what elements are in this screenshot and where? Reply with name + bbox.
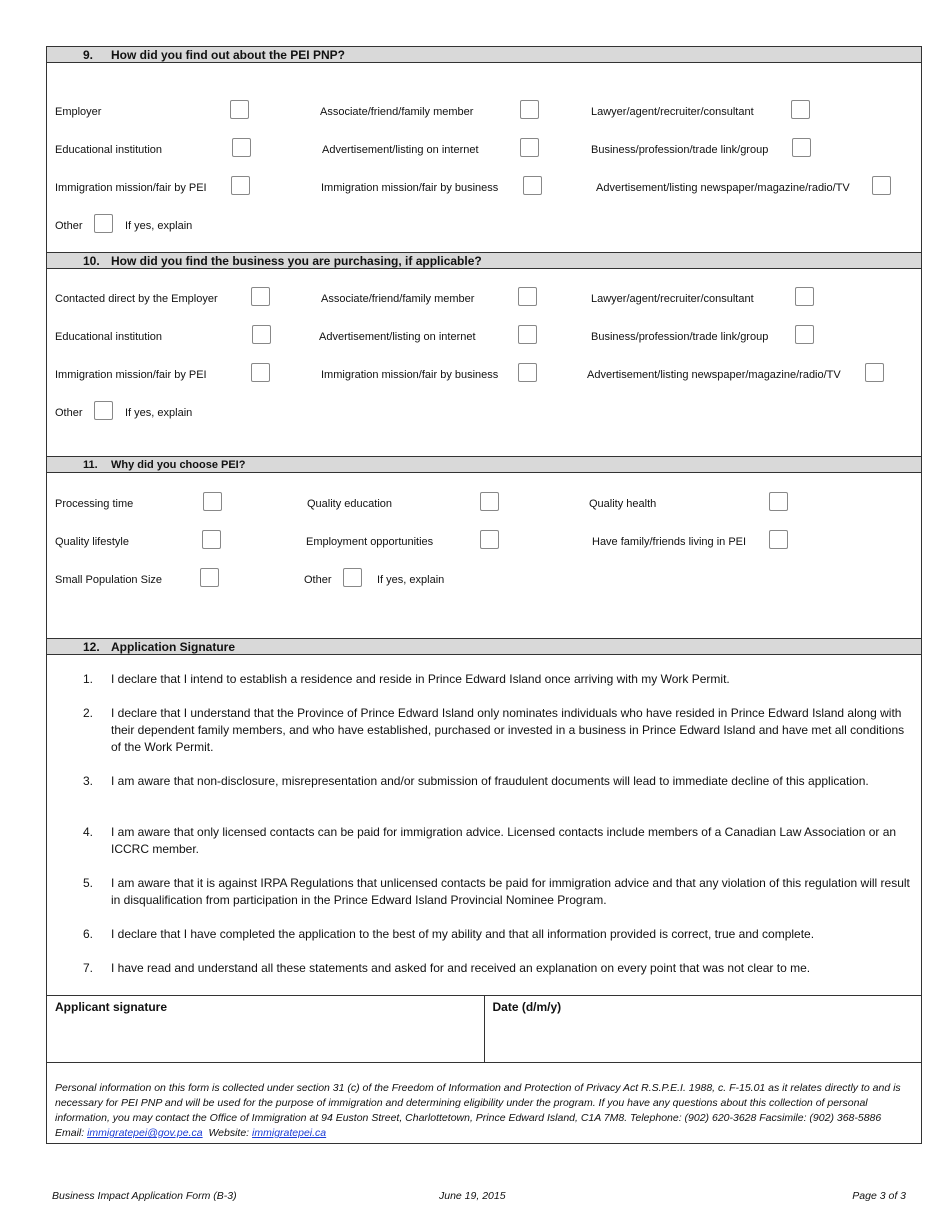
option-label: Employer bbox=[55, 106, 102, 118]
website-label: Website: bbox=[202, 1127, 253, 1139]
option-label: Small Population Size bbox=[55, 574, 163, 586]
item-number: 6. bbox=[83, 927, 94, 941]
option-label: Lawyer/agent/recruiter/consultant bbox=[591, 293, 754, 305]
footer-page: Page 3 of 3 bbox=[852, 1190, 906, 1202]
option-label: Associate/friend/family member bbox=[320, 106, 474, 118]
section-10-header bbox=[46, 252, 922, 269]
item-number: 3. bbox=[83, 774, 94, 788]
checkbox[interactable] bbox=[251, 287, 270, 306]
section-10-title: How did you find the business you are purchasing, if applicable? bbox=[111, 254, 482, 268]
explain-label: If yes, explain bbox=[125, 407, 193, 419]
privacy-text: Personal information on this form is collected under section 31 (c) of the Freedom of Information and Protection of Privacy Act R.S.P.E.I. 1988, c. F-15.01 as it relates directly to and is necessary for PEI PNP and will be used for the purpose of immigration and determining eligibility under the program. If you have any questions about this collection of personal information, you may contact the Office of Immigration at 94 Euston Street, Charlottetown, Prince Edward Island, C1A 7M8. Telephone: (902) 620-3628 Facsimile: (902) 368-5886 Email: bbox=[55, 1082, 901, 1139]
section-11-body bbox=[46, 473, 922, 638]
section-9-header bbox=[46, 46, 922, 63]
section-12-number: 12. bbox=[83, 640, 100, 654]
checkbox[interactable] bbox=[480, 530, 499, 549]
checkbox[interactable] bbox=[520, 138, 539, 157]
option-label: Advertisement/listing on internet bbox=[322, 144, 479, 156]
option-label: Quality lifestyle bbox=[55, 536, 129, 548]
signature-row bbox=[46, 995, 922, 1063]
item-text: I am aware that only licensed contacts can be paid for immigration advice. Licensed contacts include members of a Canadian Law Association or an ICCRC member. bbox=[111, 825, 897, 856]
checkbox[interactable] bbox=[523, 176, 542, 195]
option-label: Associate/friend/family member bbox=[321, 293, 475, 305]
section-11-title: Why did you choose PEI? bbox=[111, 459, 246, 471]
checkbox[interactable] bbox=[872, 176, 891, 195]
checkbox[interactable] bbox=[202, 530, 221, 549]
option-label: Quality education bbox=[307, 498, 392, 510]
item-text: I have read and understand all these statements and asked for and received an explanation on every point that was not clear to me. bbox=[111, 961, 811, 975]
applicant-signature-label: Applicant signature bbox=[55, 1000, 168, 1014]
other-checkbox[interactable] bbox=[94, 214, 113, 233]
footer-form-name: Business Impact Application Form (B-3) bbox=[52, 1190, 237, 1202]
section-9-title: How did you find out about the PEI PNP? bbox=[111, 48, 345, 62]
checkbox[interactable] bbox=[865, 363, 884, 382]
declaration-item bbox=[83, 960, 913, 977]
item-text: I declare that I intend to establish a residence and reside in Prince Edward Island once arriving with my Work Permit. bbox=[111, 672, 730, 686]
checkbox[interactable] bbox=[769, 530, 788, 549]
spacer bbox=[46, 1063, 922, 1073]
checkbox[interactable] bbox=[795, 287, 814, 306]
option-label: Business/profession/trade link/group bbox=[591, 331, 769, 343]
option-label: Immigration mission/fair by PEI bbox=[55, 369, 207, 381]
checkbox[interactable] bbox=[252, 325, 271, 344]
option-label: Employment opportunities bbox=[306, 536, 434, 548]
checkbox[interactable] bbox=[795, 325, 814, 344]
declaration-list bbox=[46, 655, 922, 995]
item-number: 5. bbox=[83, 876, 94, 890]
other-checkbox[interactable] bbox=[343, 568, 362, 587]
footer-date: June 19, 2015 bbox=[439, 1190, 506, 1202]
explain-label: If yes, explain bbox=[377, 574, 445, 586]
section-9-number: 9. bbox=[83, 48, 94, 62]
declaration-item bbox=[83, 824, 913, 858]
declaration-item bbox=[83, 773, 913, 790]
checkbox[interactable] bbox=[518, 325, 537, 344]
option-label: Processing time bbox=[55, 498, 134, 510]
declaration-item bbox=[83, 926, 913, 943]
other-label: Other bbox=[304, 574, 332, 586]
section-9-body bbox=[46, 63, 922, 252]
option-label: Contacted direct by the Employer bbox=[55, 293, 218, 305]
checkbox[interactable] bbox=[251, 363, 270, 382]
checkbox[interactable] bbox=[230, 100, 249, 119]
other-label: Other bbox=[55, 220, 83, 232]
option-label: Immigration mission/fair by business bbox=[321, 369, 499, 381]
section-10-body bbox=[46, 269, 922, 456]
other-label: Other bbox=[55, 407, 83, 419]
other-checkbox[interactable] bbox=[94, 401, 113, 420]
checkbox[interactable] bbox=[769, 492, 788, 511]
option-label: Immigration mission/fair by PEI bbox=[55, 182, 207, 194]
applicant-signature-field[interactable] bbox=[47, 996, 484, 1062]
checkbox[interactable] bbox=[518, 287, 537, 306]
item-text: I declare that I have completed the application to the best of my ability and that all information provided is correct, true and complete. bbox=[111, 927, 815, 941]
declaration-item bbox=[83, 671, 913, 688]
declaration-item bbox=[83, 705, 913, 756]
date-label: Date (d/m/y) bbox=[492, 1000, 562, 1014]
application-form bbox=[46, 46, 922, 1144]
option-label: Advertisement/listing newspaper/magazine/radio/TV bbox=[596, 182, 850, 194]
option-label: Advertisement/listing newspaper/magazine/radio/TV bbox=[587, 369, 841, 381]
explain-label: If yes, explain bbox=[125, 220, 193, 232]
checkbox[interactable] bbox=[792, 138, 811, 157]
option-label: Lawyer/agent/recruiter/consultant bbox=[591, 106, 754, 118]
checkbox[interactable] bbox=[480, 492, 499, 511]
option-label: Quality health bbox=[589, 498, 657, 510]
declaration-item bbox=[83, 875, 913, 909]
item-text: I am aware that it is against IRPA Regulations that unlicensed contacts be paid for immigration advice and that any violation of this regulation will result in disqualification from participation in the Prince Edward Island Provincial Nominee Program. bbox=[111, 876, 910, 907]
item-number: 1. bbox=[83, 672, 94, 686]
section-11-header bbox=[46, 456, 922, 473]
option-label: Educational institution bbox=[55, 144, 163, 156]
checkbox[interactable] bbox=[520, 100, 539, 119]
checkbox[interactable] bbox=[200, 568, 219, 587]
option-label: Have family/friends living in PEI bbox=[592, 536, 747, 548]
item-number: 4. bbox=[83, 825, 94, 839]
checkbox[interactable] bbox=[203, 492, 222, 511]
privacy-notice bbox=[46, 1073, 922, 1144]
item-text: I declare that I understand that the Province of Prince Edward Island only nominates individuals who have resided in Prince Edward Island along with their dependent family members, and who have established, purchased or invested in a business in Prince Edward Island and have met all conditions of the Work Permit. bbox=[111, 706, 905, 754]
option-label: Advertisement/listing on internet bbox=[319, 331, 476, 343]
option-label: Educational institution bbox=[55, 331, 163, 343]
website-link[interactable]: immigratepei.ca bbox=[252, 1127, 327, 1139]
item-number: 7. bbox=[83, 961, 94, 975]
section-12-header bbox=[46, 638, 922, 655]
item-number: 2. bbox=[83, 706, 94, 720]
item-text: I am aware that non-disclosure, misrepresentation and/or submission of fraudulent documents will lead to immediate decline of this application. bbox=[111, 774, 869, 788]
checkbox[interactable] bbox=[791, 100, 810, 119]
section-11-number: 11. bbox=[83, 459, 98, 471]
checkbox[interactable] bbox=[231, 176, 250, 195]
section-12-title: Application Signature bbox=[111, 640, 236, 654]
checkbox[interactable] bbox=[232, 138, 251, 157]
email-link[interactable]: immigratepei@gov.pe.ca bbox=[87, 1127, 203, 1139]
section-10-number: 10. bbox=[83, 254, 100, 268]
option-label: Business/profession/trade link/group bbox=[591, 144, 769, 156]
option-label: Immigration mission/fair by business bbox=[321, 182, 499, 194]
checkbox[interactable] bbox=[518, 363, 537, 382]
date-field[interactable] bbox=[484, 996, 922, 1062]
